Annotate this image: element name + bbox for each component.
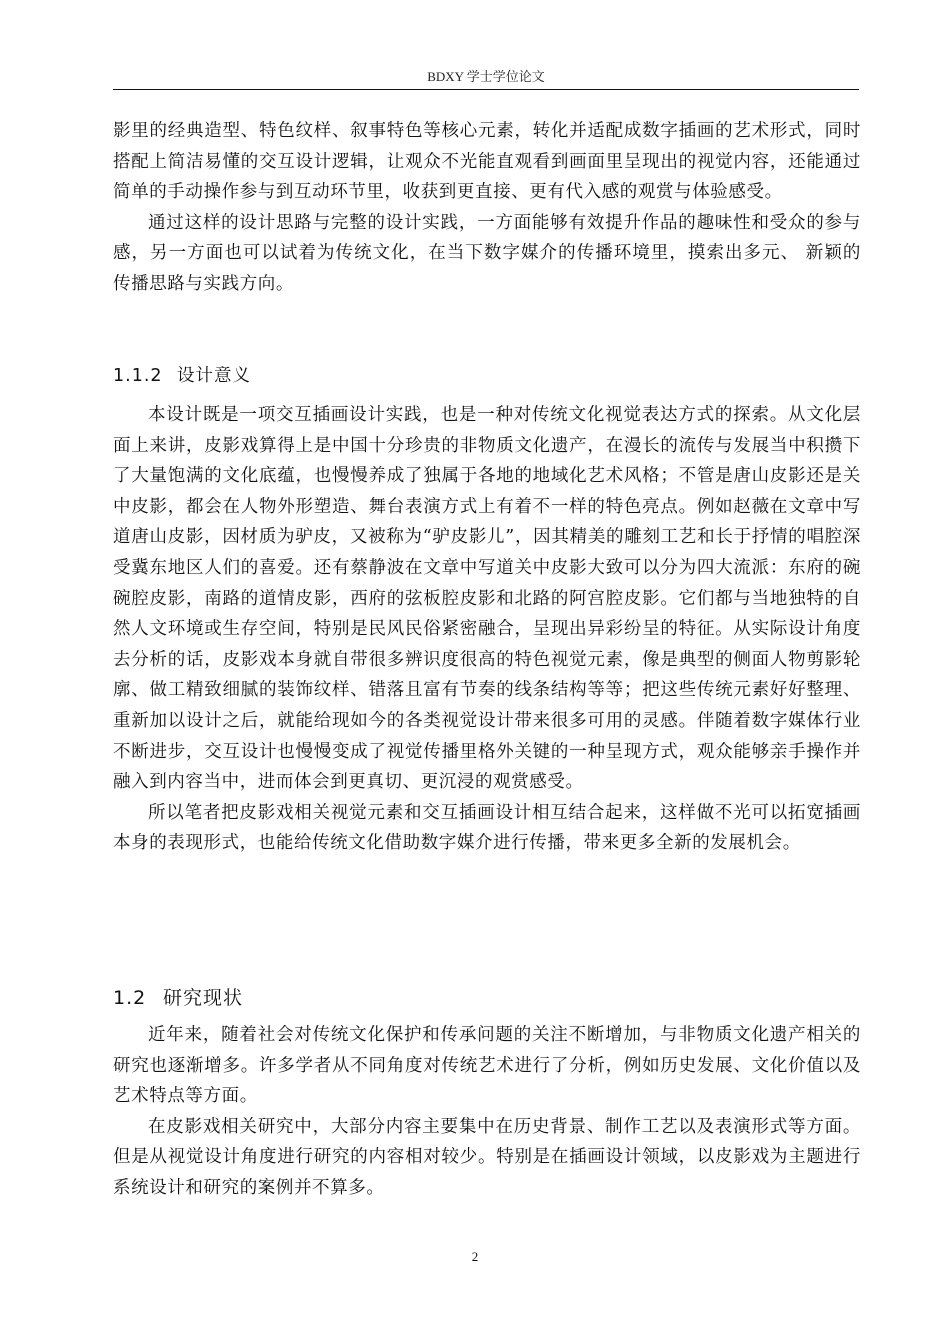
body-paragraph: 所以笔者把皮影戏相关视觉元素和交互插画设计相互结合起来，这样做不光可以拓宽插画本身的表现形式，也能给传统文化借助数字媒介进行传播，带来更多全新的发展机会。	[113, 802, 861, 854]
body-paragraph: 在皮影戏相关研究中，大部分内容主要集中在历史背景、制作工艺以及表演形式等方面。但是从视觉设计角度进行研究的内容相对较少。特别是在插画设计领域，以皮影戏为主题进行系统设计和研究的案例并不算多。	[113, 1116, 861, 1198]
body-paragraph: 近年来，随着社会对传统文化保护和传承问题的关注不断增加，与非物质文化遗产相关的研究也逐渐增多。许多学者从不同角度对传统艺术进行了分析，例如历史发展、文化价值以及艺术特点等方面。	[113, 1025, 861, 1107]
body-paragraph: 本设计既是一项交互插画设计实践，也是一种对传统文化视觉表达方式的探索。从文化层面上来讲，皮影戏算得上是中国十分珍贵的非物质文化遗产，在漫长的流传与发展当中积攒下了大量饱满的文化底蕴，也慢慢养成了独属于各地的地域化艺术风格；不管是唐山皮影还是关中皮影，都会在人物外形塑造、舞台表演方式上有着不一样的特色亮点。例如赵薇在文章中写道唐山皮影，因材质为驴皮，又被称为“驴皮影儿”，因其精美的雕刻工艺和长于抒情的唱腔深受冀东地区人们的喜爱。还有蔡静波在文章中写道关中皮影大致可以分为四大流派：东府的碗碗腔皮影，南路的道情皮影，西府的弦板腔皮影和北路的阿宫腔皮影。它们都与当地独特的自然人文环境或生存空间，特别是民风民俗紧密融合，呈现出异彩纷呈的特征。从实际设计角度去分析的话，皮影戏本身就自带很多辨识度很高的特色视觉元素，像是典型的侧面人物剪影轮廓、做工精致细腻的装饰纹样、错落且富有节奏的线条结构等等；把这些传统元素好好整理、重新加以设计之后，就能给现如今的各类视觉设计带来很多可用的灵感。伴随着数字媒体行业不断进步，交互设计也慢慢变成了视觉传播里格外关键的一种呈现方式，观众能够亲手操作并融入到内容当中，进而体会到更真切、更沉浸的观赏感受。	[113, 405, 861, 793]
page-number: 2	[471, 1249, 479, 1264]
section-title: 研究现状	[163, 987, 244, 1009]
header-rule	[113, 89, 859, 90]
section-title: 设计意义	[177, 366, 251, 386]
design-significance-body	[113, 400, 861, 859]
section-heading-1-1-2	[113, 361, 251, 391]
section-heading-1-2	[113, 982, 243, 1014]
intro-continuation	[113, 116, 861, 300]
section-number: 1.1.2	[113, 366, 163, 386]
body-paragraph: 影里的经典造型、特色纹样、叙事特色等核心元素，转化并适配成数字插画的艺术形式，同时搭配上简洁易懂的交互设计逻辑，让观众不光能直观看到画面里呈现出的视觉内容，还能通过简单的手动操作参与到互动环节里，收获到更直接、更有代入感的观赏与体验感受。	[113, 121, 861, 203]
research-status-body	[113, 1020, 861, 1204]
running-header: BDXY 学士学位论文	[427, 69, 545, 84]
body-paragraph: 通过这样的设计思路与完整的设计实践，一方面能够有效提升作品的趣味性和受众的参与感，另一方面也可以试着为传统文化，在当下数字媒介的传播环境里，摸索出多元、 新颖的传播思路与实践方向。	[113, 212, 861, 294]
section-number: 1.2	[113, 987, 147, 1009]
